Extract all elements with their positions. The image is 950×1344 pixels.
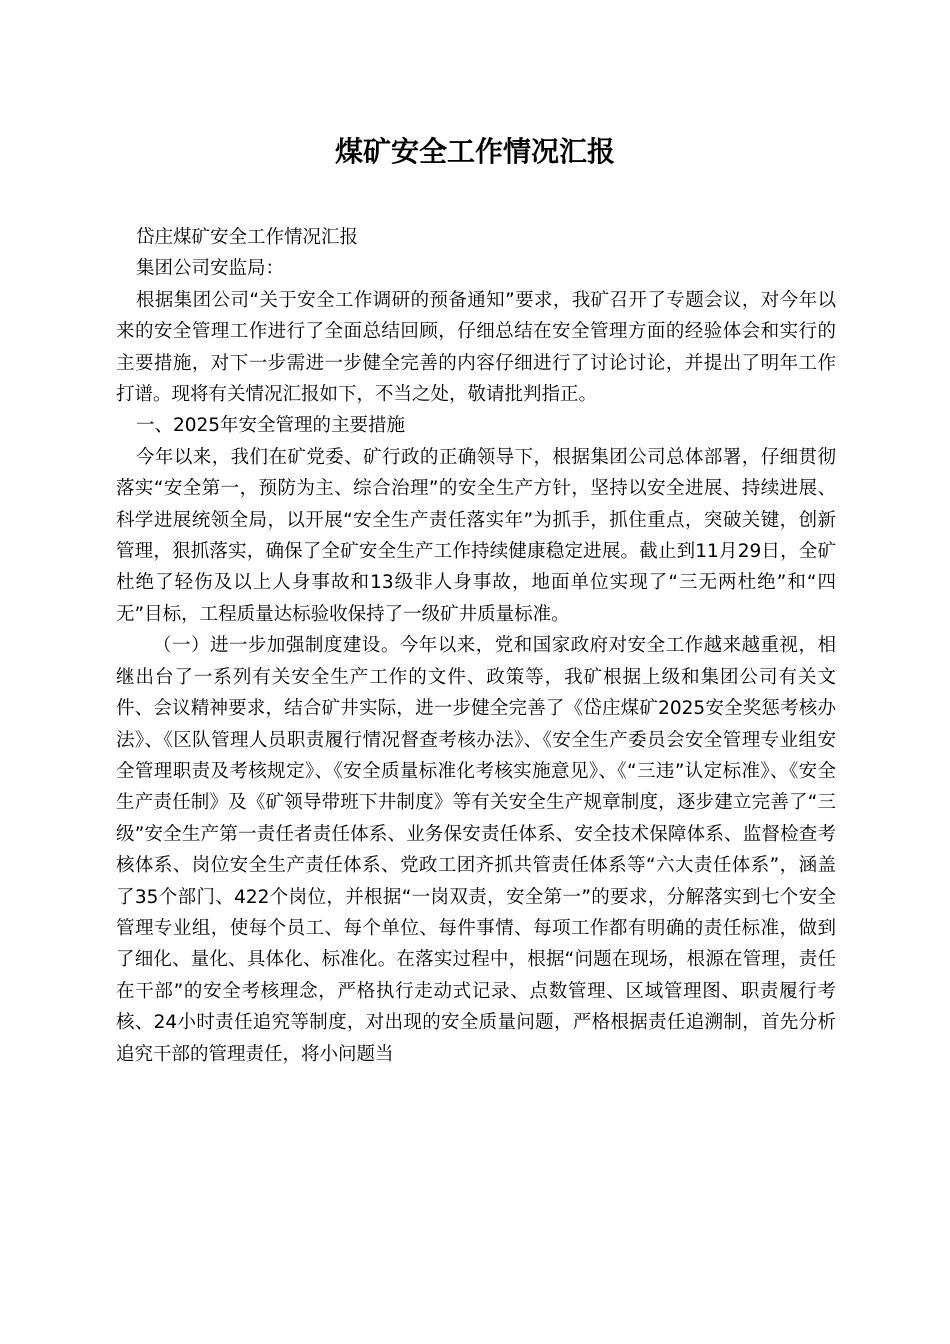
document-title: 煤矿安全工作情况汇报 — [334, 135, 615, 168]
body-paragraph: 今年以来，我们在矿党委、矿行政的正确领导下，根据集团公司总体部署，仔细贯彻落实“安全第一，预防为主、综合治理”的安全生产方针，坚持以安全进展、持续进展、科学进展统领全局，以开展“安全生产责任落实年”为抓手，抓住重点，突破关键，创新管理，狠抓落实，确保了全矿安全生产工作持续健康稳定进展。截止到11月29日，全矿杜绝了轻伤及以上人身事故和13级非人身事故，地面单位实现了“三无两杜绝”和“四无”目标，工程质量达标验收保持了一级矿井质量标准。 — [116, 446, 836, 625]
addressee-line: 集团公司安监局： — [135, 258, 284, 280]
subtitle-line: 岱庄煤矿安全工作情况汇报 — [135, 227, 358, 248]
section-heading: 一、2025年安全管理的主要措施 — [135, 415, 406, 437]
document-body — [116, 222, 836, 1070]
intro-paragraph: 根据集团公司“关于安全工作调研的预备通知”要求，我矿召开了专题会议，对今年以来的安全管理工作进行了全面总结回顾，仔细总结在安全管理方面的经验体会和实行的主要措施，对下一步需进一步健全完善的内容仔细进行了讨论讨论，并提出了明年工作打谱。现将有关情况汇报如下，不当之处，敬请批判指正。 — [116, 289, 836, 406]
body-paragraph: （一）进一步加强制度建设。今年以来，党和国家政府对安全工作越来越重视，相继出台了一系列有关安全生产工作的文件、政策等，我矿根据上级和集团公司有关文件、会议精神要求，结合矿井实际，进一步健全完善了《岱庄煤矿2025安全奖惩考核办法》、《区队管理人员职责履行情况督查考核办法》、《安全生产委员会安全管理专业组安全管理职责及考核规定》、《安全质量标准化考核实施意见》、《“三违”认定标准》、《安全生产责任制》及《矿领导带班下井制度》等有关安全生产规章制度，逐步建立完善了“三级”安全生产第一责任者责任体系、业务保安责任体系、安全技术保障体系、监督检查考核体系、岗位安全生产责任体系、党政工团齐抓共管责任体系等“六大责任体系”，涵盖了35个部门、422个岗位，并根据“一岗双责，安全第一”的要求，分解落实到七个安全管理专业组，使每个员工、每个单位、每件事情、每项工作都有明确的责任标准，做到了细化、量化、具体化、标准化。在落实过程中，根据“问题在现场，根源在管理，责任在干部”的安全考核理念，严格执行走动式记录、点数管理、区域管理图、职责履行考核、24小时责任追究等制度，对出现的安全质量问题，严格根据责任追溯制，首先分析追究干部的管理责任，将小问题当 — [116, 635, 836, 1065]
